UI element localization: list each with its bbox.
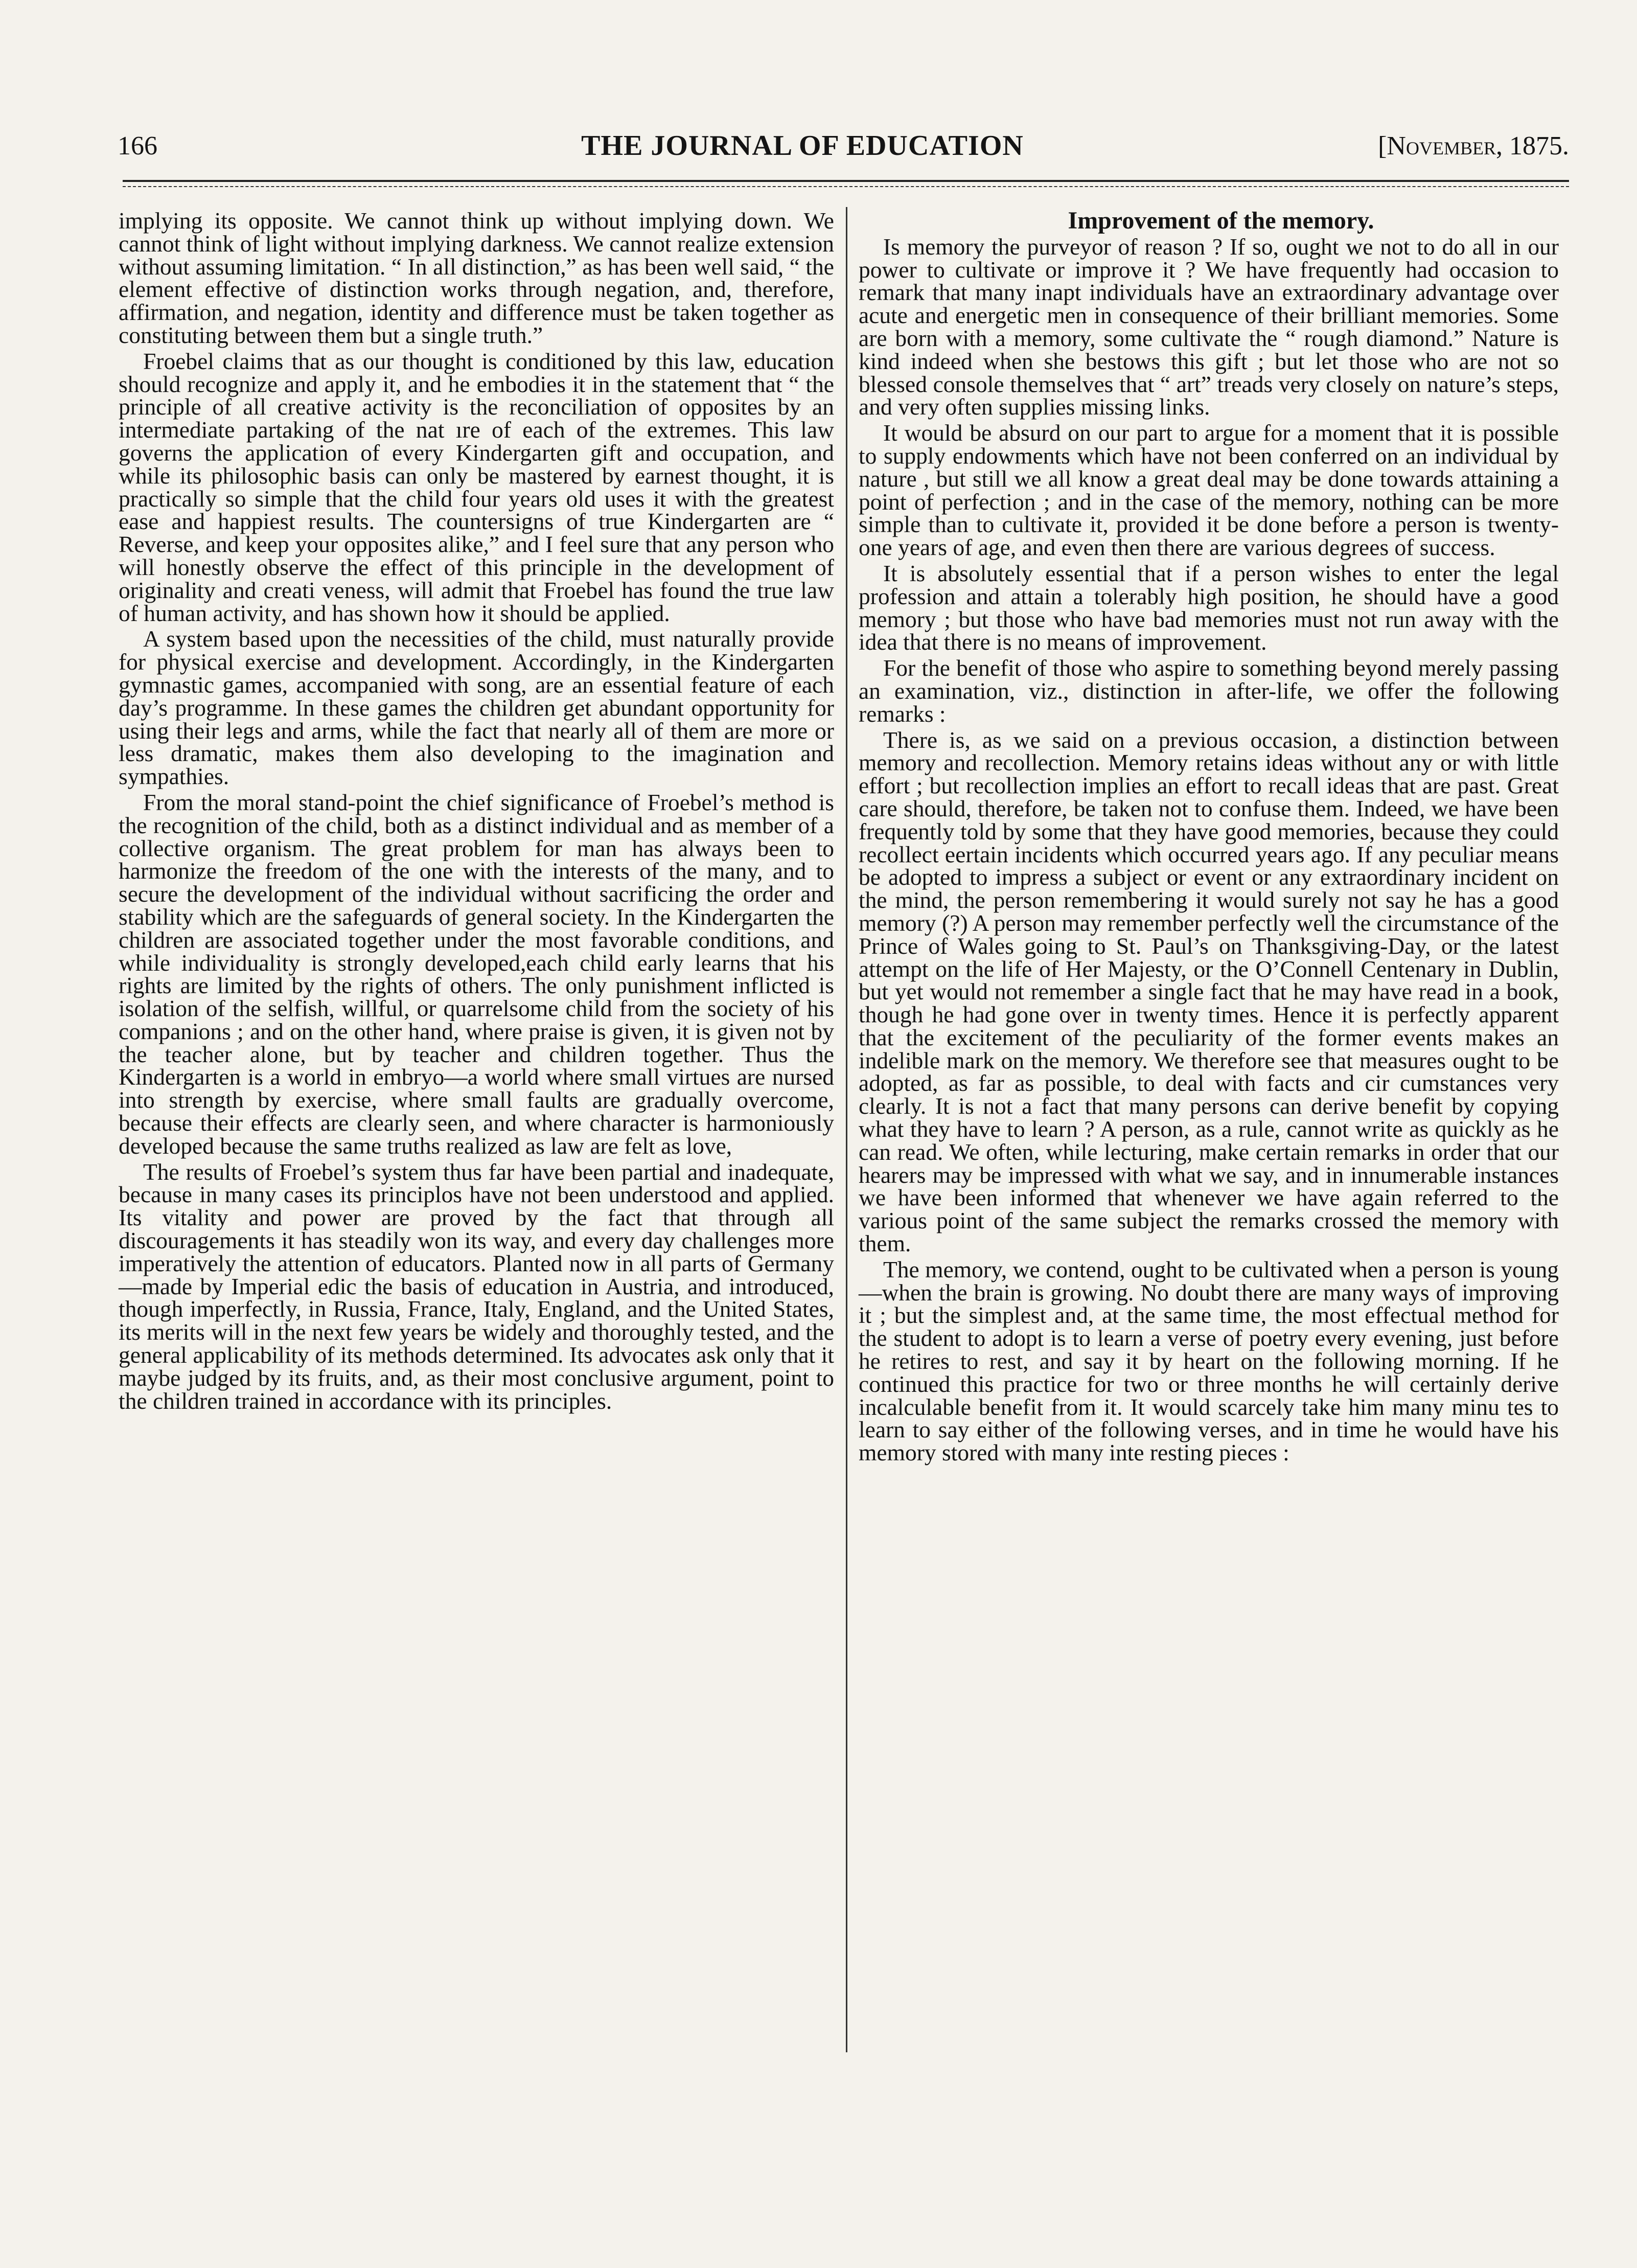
paragraph: The results of Froebel’s system thus far have been partial and inadequate, because in many cases its principlos have not been understood and applied. Its vitality and power are proved by the fact that through all discouragements it has steadily won its way, and every day challenges more imperatively the attention of educators. Planted now in all parts of Germany—made by Imperial edic the basis of education in Austria, and introduced, though imperfectly, in Russia, France, Italy, England, and the United States, its merits will in the next few years be widely and thoroughly tested, and the general applicability of its methods determined. Its advocates ask only that it maybe judged by its fruits, and, as their most conclusive argument, point to the children trained in accordance with its principles.: [119, 1158, 834, 1414]
paragraph: Froebel claims that as our thought is conditioned by this law, education should recognize and apply it, and he embodies it in the statement that “ the principle of all creative activity is the reconciliation of opposites by an intermediate partaking of the nat ıre of each of the extremes. This law governs the application of every Kindergarten gift and occupation, and while its philosophic basis can only be mastered by earnest thought, it is practically so simple that the child four years old uses it with the greatest ease and happiest results. The countersigns of true Kindergarten are “ Reverse, and keep your opposites alike,” and I feel sure that any person who will honestly observe the effect of this principle in the development of originality and creati veness, will admit that Froebel has found the true law of human activity, and has shown how it should be applied.: [119, 348, 834, 626]
paragraph: There is, as we said on a previous occasion, a distinction between memory and recollection. Memory retains ideas without any or with little effort ; but recollection implies an effort to recall ideas that are past. Great care should, therefore, be taken not to confuse them. Indeed, we have been frequently told by some that they have good memories, because they could recollect eertain incidents which occurred years ago. If any peculiar means be adopted to impress a subject or event or any extraordinary incident on the mind, the person remembering it would surely not say he has a good memory (?) A person may remember perfectly well the circumstance of the Prince of Wales going to St. Paul’s on Thanksgiving-Day, or the latest attempt on the life of Her Majesty, or the O’Connell Centenary in Dublin, but yet would not remember a single fact that he may have read in a book, though he had gone over in twenty times. Hence it is perfectly apparent that the excitement of the peculiarity of the former events makes an indelible mark on the memory. We therefore see that measures ought to be adopted, as far as possible, to deal with facts and cir cumstances very clearly. It is not a fact that many persons can derive benefit by copying what they have to learn ? A person, as a rule, cannot write as quickly as he can read. We often, while lecturing, make certain remarks in order that our hearers may be impressed with what we say, and in innumerable instances we have been informed that whenever we have again referred to the various point of the same subject the remarks crossed the memory with them.: [859, 726, 1559, 1257]
column-divider: [846, 207, 847, 2052]
paragraph: For the benefit of those who aspire to something beyond merely passing an examination, viz., distinction in after-life, we offer the following remarks :: [859, 655, 1559, 727]
page-header: [118, 123, 1569, 169]
issue-date: [November, 1875.: [1378, 131, 1569, 161]
paragraph: It is absolutely essential that if a person wishes to enter the legal profession and attain a tolerably high position, he should have a good memory ; but those who have bad memories must not run away with the idea that there is no means of improvement.: [859, 560, 1559, 655]
paragraph: From the moral stand-point the chief significance of Froebel’s method is the recognition of the child, both as a distinct individual and as member of a collective organism. The great problem for man has always been to harmonize the freedom of the one with the interests of the many, and to secure the development of the individual without sacrificing the order and stability which are the safeguards of general society. In the Kindergarten the children are associated together under the most favorable conditions, and while individuality is strongly developed,each child early learns that his rights are limited by the rights of others. The only punishment inflicted is isolation of the selfish, willful, or quarrelsome child from the society of his companions ; and on the other hand, where praise is given, it is given not by the teacher alone, but by teacher and children together. Thus the Kindergarten is a world in embryo—a world where small virtues are nursed into strength by exercise, where small faults are gradually overcome, because their effects are clearly seen, and where character is harmoniously developed because the same truths realized as law are felt as love,: [119, 789, 834, 1159]
header-rule: [123, 180, 1569, 187]
left-column: [119, 210, 834, 1415]
paragraph: It would be absurd on our part to argue for a moment that it is possible to supply endowments which have not been conferred on an individual by nature , but still we all know a great deal may be done towards attaining a point of perfection ; and in the case of the memory, nothing can be more simple than to cultivate it, provided it be done before a person is twenty-one years of age, and even then there are various degrees of success.: [859, 420, 1559, 561]
paragraph: implying its opposite. We cannot think up without implying down. We cannot think of light without implying darkness. We cannot realize extension without assuming limitation. “ In all distinction,” as has been well said, “ the element effective of distinction works through negation, and, therefore, affirmation, and negation, identity and difference must be taken together as constituting between them but a single truth.”: [119, 208, 834, 348]
page-number: 166: [118, 131, 157, 161]
paragraph: A system based upon the necessities of the child, must naturally provide for physical exercise and development. Accordingly, in the Kindergarten gymnastic games, accompanied with song, are an essential feature of each day’s programme. In these games the children get abundant opportunity for using their legs and arms, while the fact that nearly all of them are more or less dramatic, makes them also developing to the imagination and sympathies.: [119, 626, 834, 790]
journal-title: THE JOURNAL OF EDUCATION: [581, 130, 1024, 162]
right-column: [859, 207, 1559, 1468]
article-heading: Improvement of the memory.: [1068, 207, 1374, 234]
paragraph: Is memory the purveyor of reason ? If so, ought we not to do all in our power to cultivate or improve it ? We have frequently had occasion to remark that many inapt individuals have an extraordinary advantage over acute and energetic men in consequence of their brilliant memories. Some are born with a memory, some cultivate the “ rough diamond.” Nature is kind indeed when she bestows this gift ; but let those who are not so blessed console themselves that “ art” treads very closely on nature’s steps, and very often supplies missing links.: [859, 233, 1559, 420]
paragraph: The memory, we contend, ought to be cultivated when a person is young—when the brain is growing. No doubt there are many ways of improving it ; but the simplest and, at the same time, the most effectual method for the student to adopt is to learn a verse of poetry every evening, just before he retires to rest, and say it by heart on the following morning. If he continued this practice for two or three months he will certainly derive incalculable benefit from it. It would scarcely take him many minu tes to learn to say either of the following verses, and in time he would have his memory stored with many inte resting pieces :: [859, 1256, 1559, 1466]
